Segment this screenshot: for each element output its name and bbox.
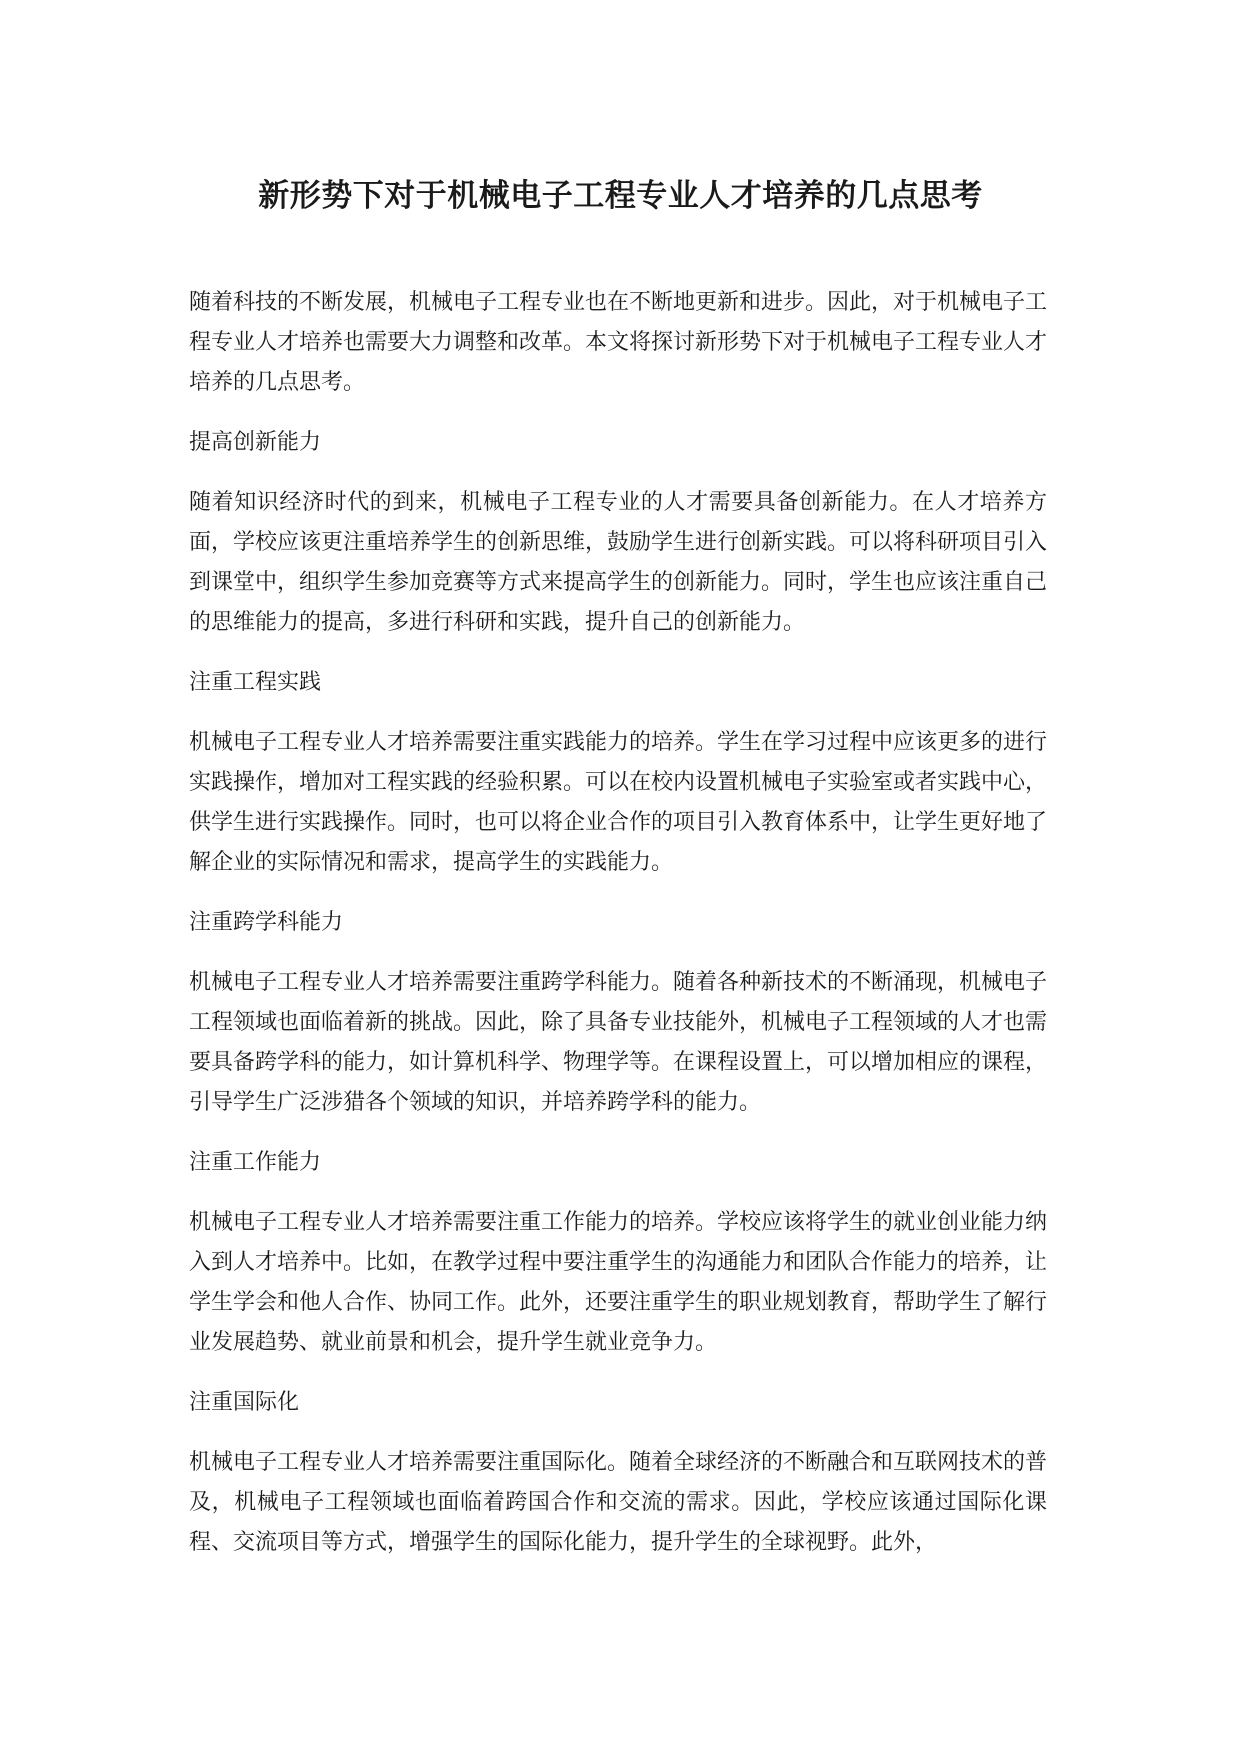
section-heading-work-ability: 注重工作能力 bbox=[189, 1150, 322, 1175]
document-title: 新形势下对于机械电子工程专业人才培养的几点思考 bbox=[258, 178, 983, 214]
section-heading-engineering-practice: 注重工程实践 bbox=[189, 670, 322, 695]
section-body-internationalization: 机械电子工程专业人才培养需要注重国际化。随着全球经济的不断融合和互联网技术的普及，机械电子工程领域也面临着跨国合作和交流的需求。因此，学校应该通过国际化课程、交流项目等方式，增强学生的国际化能力，提升学生的全球视野。此外， bbox=[189, 1450, 1048, 1555]
section-body-work-ability: 机械电子工程专业人才培养需要注重工作能力的培养。学校应该将学生的就业创业能力纳入到人才培养中。比如，在教学过程中要注重学生的沟通能力和团队合作能力的培养，让学生学会和他人合作、协同工作。此外，还要注重学生的职业规划教育，帮助学生了解行业发展趋势、就业前景和机会，提升学生就业竞争力。 bbox=[189, 1210, 1048, 1355]
section-heading-interdisciplinary: 注重跨学科能力 bbox=[189, 910, 344, 935]
section-heading-innovation: 提高创新能力 bbox=[189, 430, 322, 455]
section-body-engineering-practice: 机械电子工程专业人才培养需要注重实践能力的培养。学生在学习过程中应该更多的进行实践操作，增加对工程实践的经验积累。可以在校内设置机械电子实验室或者实践中心，供学生进行实践操作。同时，也可以将企业合作的项目引入教育体系中，让学生更好地了解企业的实际情况和需求，提高学生的实践能力。 bbox=[189, 730, 1048, 875]
section-heading-internationalization: 注重国际化 bbox=[189, 1390, 300, 1415]
intro-paragraph: 随着科技的不断发展，机械电子工程专业也在不断地更新和进步。因此，对于机械电子工程专业人才培养也需要大力调整和改革。本文将探讨新形势下对于机械电子工程专业人才培养的几点思考。 bbox=[189, 290, 1048, 395]
section-body-interdisciplinary: 机械电子工程专业人才培养需要注重跨学科能力。随着各种新技术的不断涌现，机械电子工程领域也面临着新的挑战。因此，除了具备专业技能外，机械电子工程领域的人才也需要具备跨学科的能力，如计算机科学、物理学等。在课程设置上，可以增加相应的课程，引导学生广泛涉猎各个领域的知识，并培养跨学科的能力。 bbox=[189, 970, 1048, 1115]
section-body-innovation: 随着知识经济时代的到来，机械电子工程专业的人才需要具备创新能力。在人才培养方面，学校应该更注重培养学生的创新思维，鼓励学生进行创新实践。可以将科研项目引入到课堂中，组织学生参加竞赛等方式来提高学生的创新能力。同时，学生也应该注重自己的思维能力的提高，多进行科研和实践，提升自己的创新能力。 bbox=[189, 490, 1048, 635]
document-body bbox=[189, 283, 1047, 1583]
